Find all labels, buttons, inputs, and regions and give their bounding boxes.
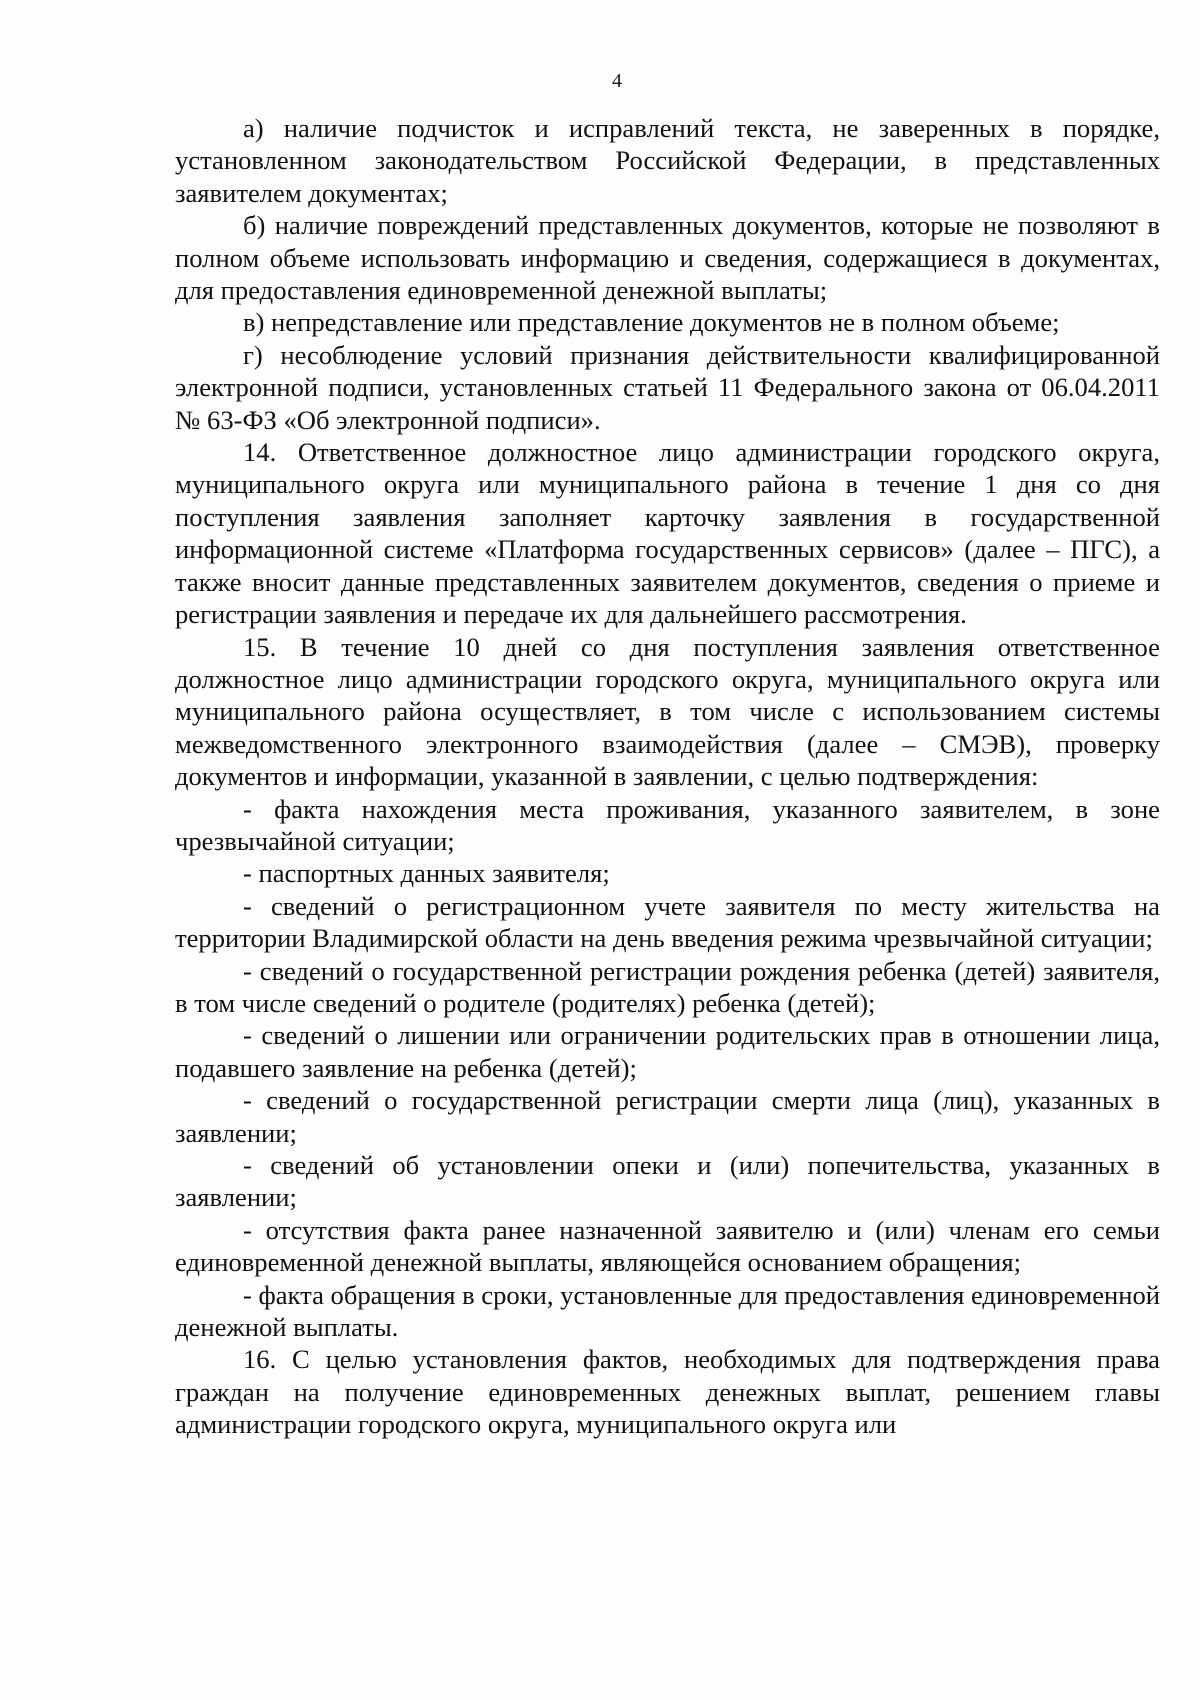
list-item-birth: - сведений о государственной регистрации рождения ребенка (детей) заявителя, в том числе сведений о родителе (родителях) ребенка (детей); xyxy=(175,955,1160,1018)
paragraph-14: 14. Ответственное должностное лицо администрации городского округа, муниципального округа или муниципального района в течение 1 дня со дня поступления заявления заполняет карточку заявления в государственной информационной системе «Платформа государственных сервисов» (далее – ПГС), а также вносит данные представленных заявителем документов, сведения о приеме и регистрации заявления и передаче их для дальнейшего рассмотрения. xyxy=(175,437,1160,630)
page-number: 4 xyxy=(612,70,622,92)
paragraph-16: 16. С целью установления фактов, необходимых для подтверждения права граждан на получение единовременных денежных выплат, решением главы администрации городского округа, муниципального округа или xyxy=(175,1344,1160,1440)
paragraph-15: 15. В течение 10 дней со дня поступления заявления ответственное должностное лицо администрации городского округа, муниципального округа или муниципального района осуществляет, в том числе с использованием системы межведомственного электронного взаимодействия (далее – СМЭВ), проверку документов и информации, указанной в заявлении, с целью подтверждения: xyxy=(175,631,1160,792)
list-item-deadline: - факта обращения в сроки, установленные для предоставления единовременной денежной выплаты. xyxy=(175,1279,1160,1343)
list-item-parental-rights: - сведений о лишении или ограничении родительских прав в отношении лица, подавшего заявление на ребенка (детей); xyxy=(175,1020,1160,1083)
paragraph-g: г) несоблюдение условий признания действительности квалифицированной электронной подписи, установленных статьей 11 Федерального закона от 06.04.2011 № 63-ФЗ «Об электронной подписи». xyxy=(175,339,1160,435)
document-body xyxy=(175,112,1160,1441)
list-item-residence: - факта нахождения места проживания, указанного заявителем, в зоне чрезвычайной ситуации; xyxy=(175,793,1160,856)
list-item-guardianship: - сведений об установлении опеки и (или) попечительства, указанных в заявлении; xyxy=(175,1150,1160,1213)
paragraph-v: в) непредставление или представление документов не в полном объеме; xyxy=(243,307,1060,338)
list-item-passport: - паспортных данных заявителя; xyxy=(243,858,610,889)
list-item-death: - сведений о государственной регистрации смерти лица (лиц), указанных в заявлении; xyxy=(175,1085,1160,1148)
list-item-registration: - сведений о регистрационном учете заявителя по месту жительства на территории Владимирской области на день введения режима чрезвычайной ситуации; xyxy=(175,890,1160,954)
list-item-prior-payment: - отсутствия факта ранее назначенной заявителю и (или) членам его семьи единовременной денежной выплаты, являющейся основанием обращения; xyxy=(175,1214,1160,1278)
paragraph-b: б) наличие повреждений представленных документов, которые не позволяют в полном объеме использовать информацию и сведения, содержащиеся в документах, для предоставления единовременной денежной выплаты; xyxy=(175,210,1160,306)
paragraph-a: а) наличие подчисток и исправлений текста, не заверенных в порядке, установленном законодательством Российской Федерации, в представленных заявителем документах; xyxy=(175,113,1160,208)
